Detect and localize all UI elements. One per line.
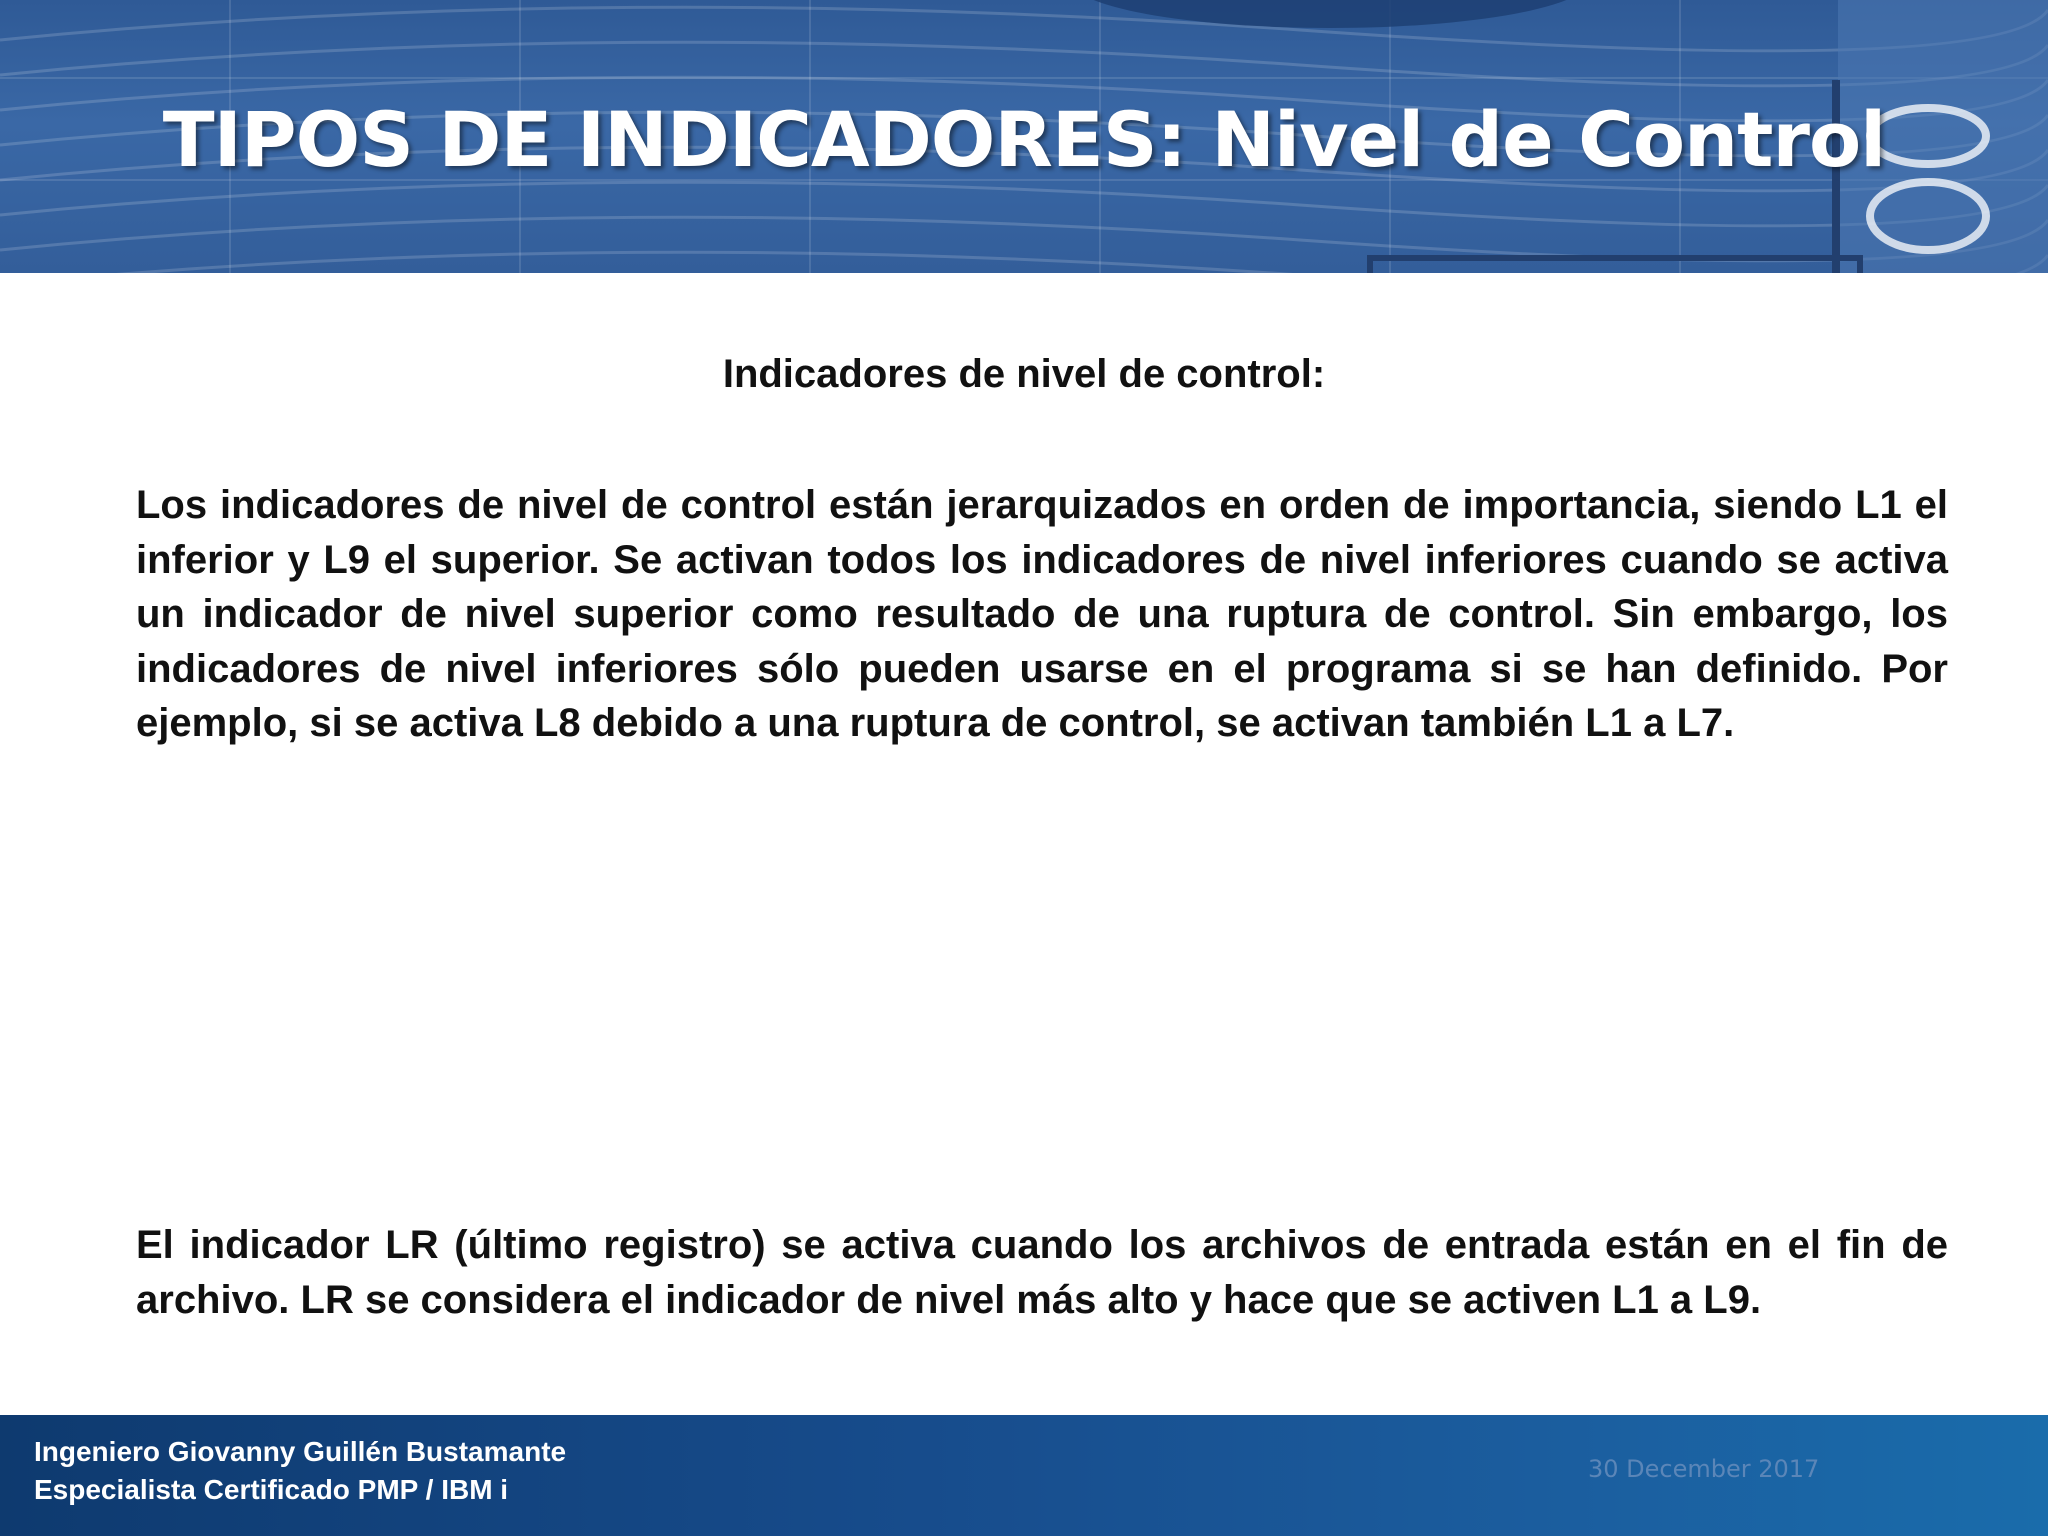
section-subtitle: Indicadores de nivel de control: (722, 352, 1326, 396)
footer-credential: Especialista Certificado PMP / IBM i (34, 1474, 509, 1505)
slide-footer (0, 1415, 2048, 1536)
slide-header-banner (0, 0, 2048, 273)
paragraph-level-indicators: Los indicadores de nivel de control están jerarquizados en orden de importancia, siendo L1 el inferior y L9 el superior. Se activan todos los indicadores de nivel inferiores cuando se activa un indicador de nivel superior como resultado de una ruptura de control. Sin embargo, los indicadores de nivel inferiores sólo pueden usarse en el programa si se han definido. Por ejemplo, si se activa L8 debido a una ruptura de control, se activan también L1 a L7. (136, 483, 1948, 745)
slide-title: TIPOS DE INDICADORES: Nivel de Control (162, 95, 1886, 184)
footer-author: Ingeniero Giovanny Guillén Bustamante (34, 1436, 567, 1467)
footer-date: 30 December 2017 (1588, 1455, 1820, 1483)
paragraph-lr-indicator: El indicador LR (último registro) se activa cuando los archivos de entrada están en el fin de archivo. LR se considera el indicador de nivel más alto y hace que se activen L1 a L9. (136, 1223, 1948, 1322)
